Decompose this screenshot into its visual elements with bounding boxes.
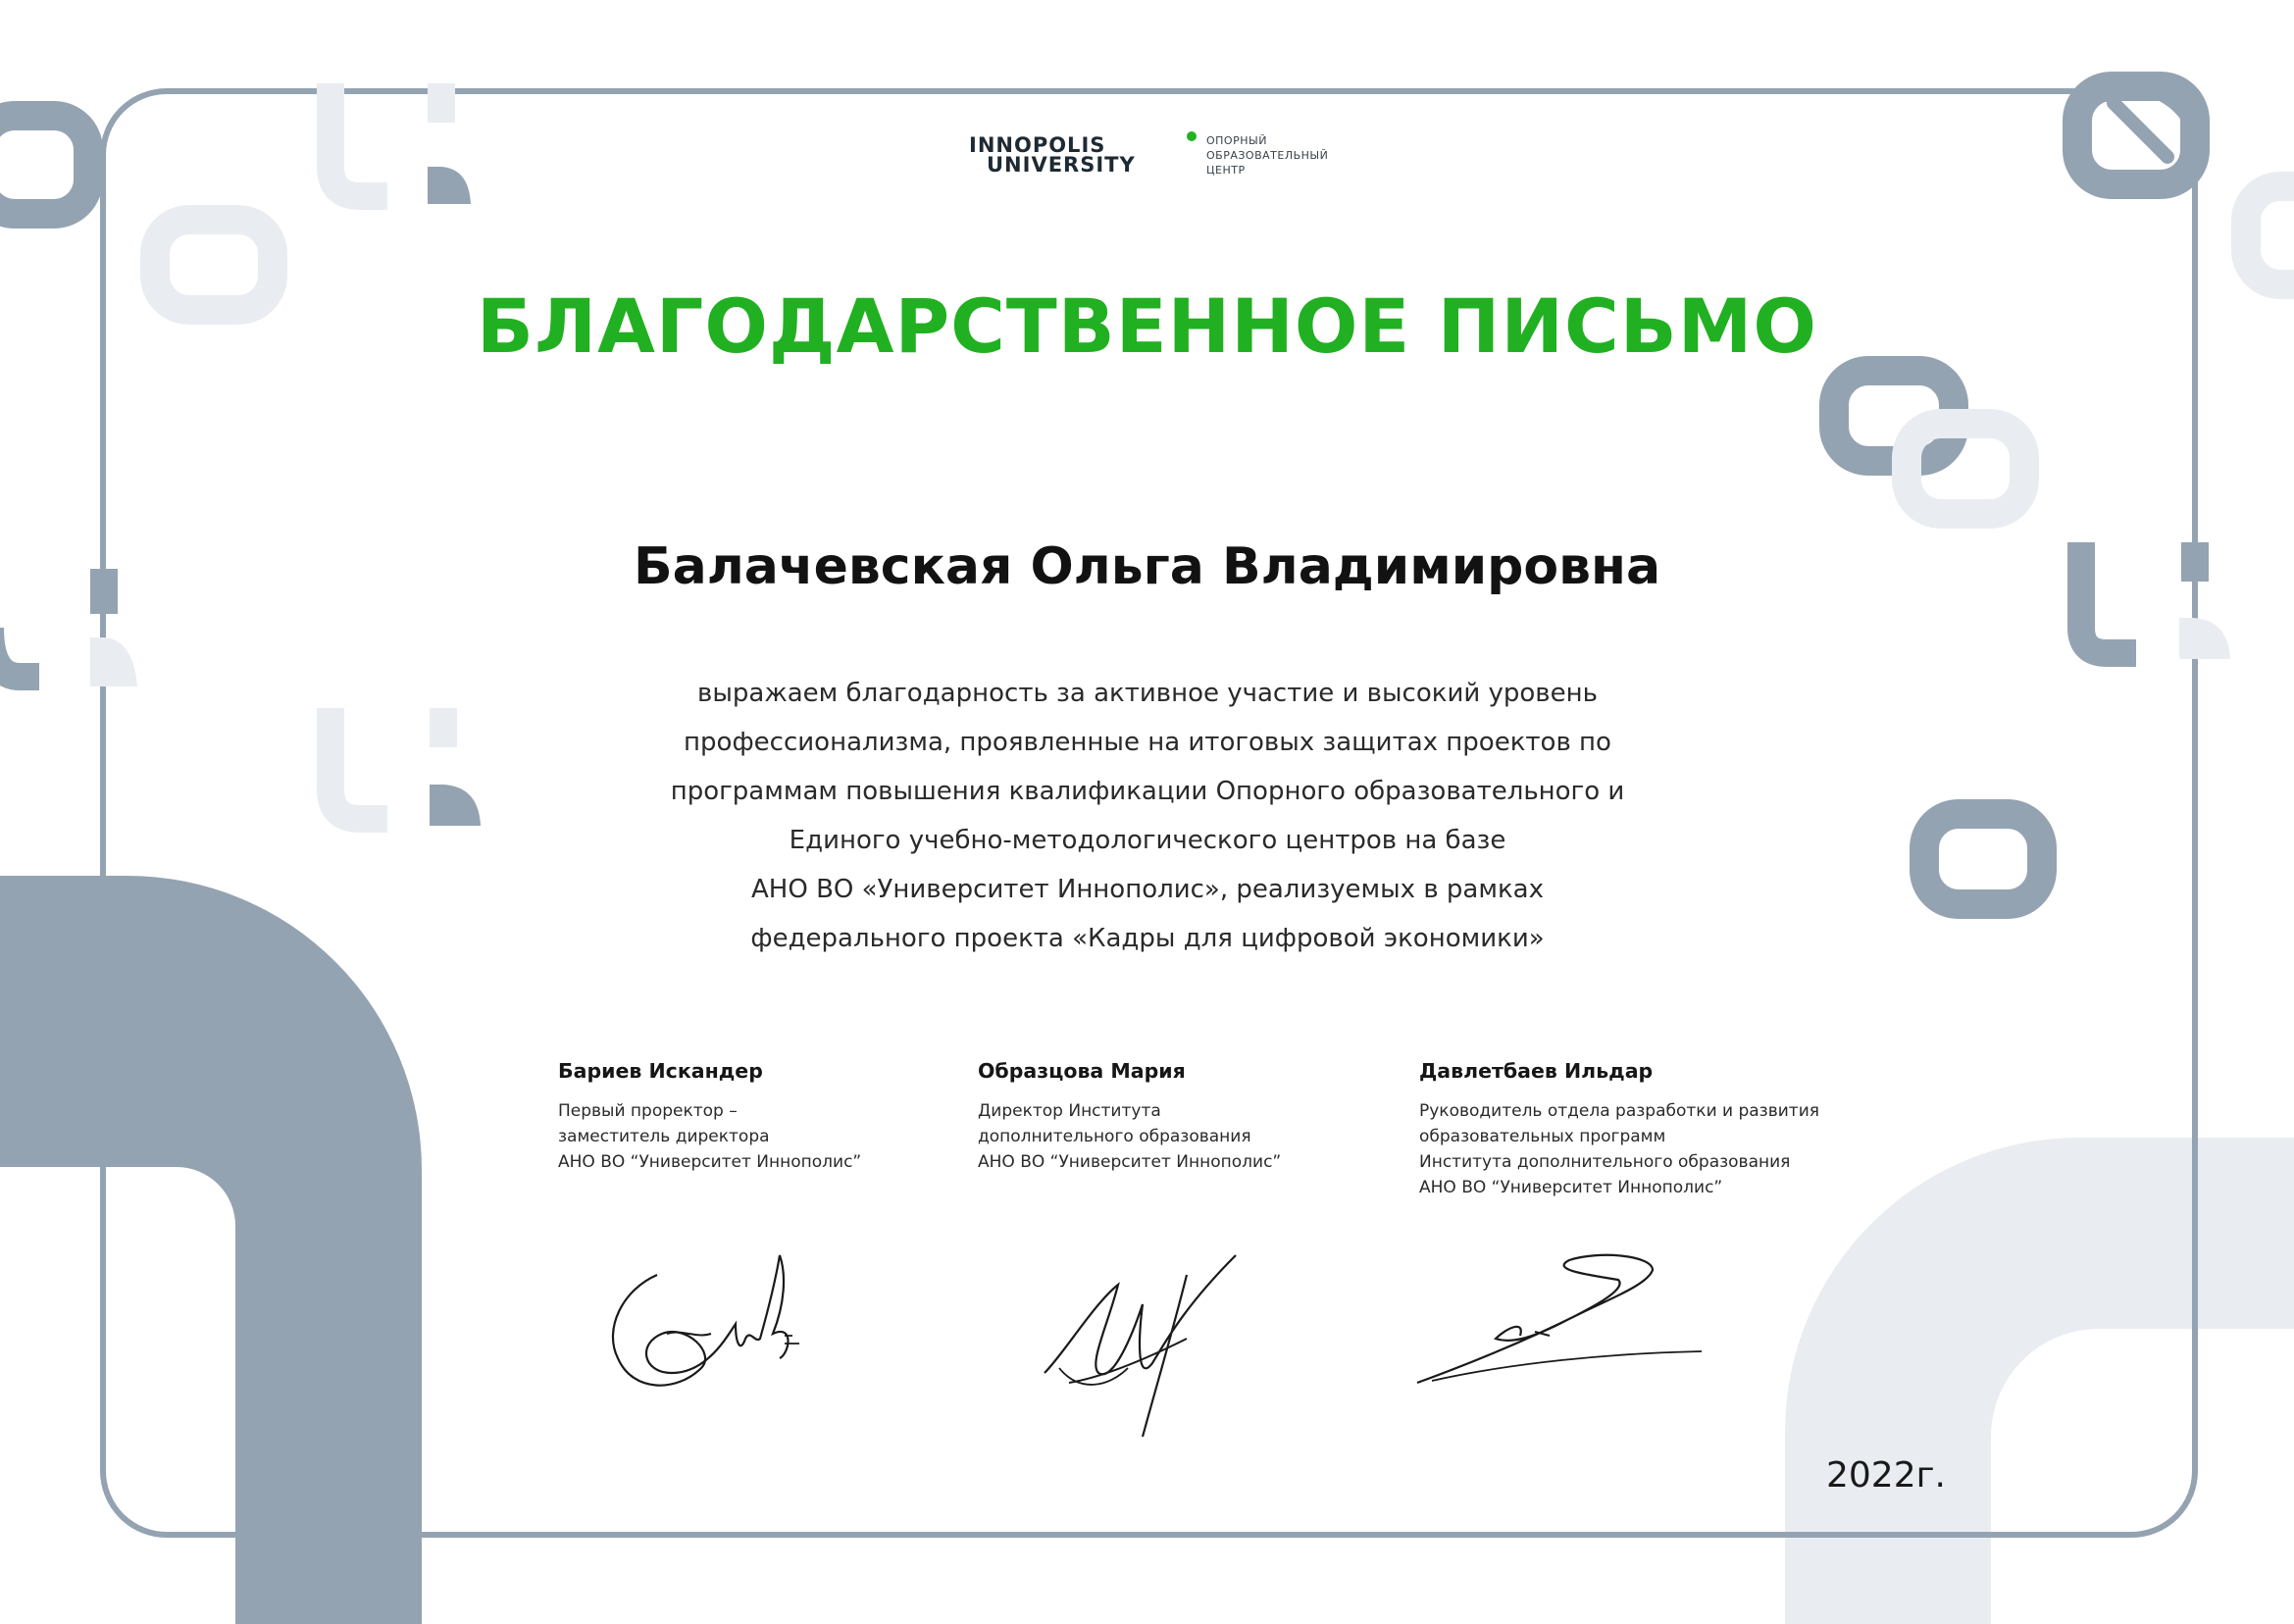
body-line: профессионализма, проявленные на итоговых защитах проектов по [684, 728, 1611, 757]
rounded-square-shape [1924, 814, 2042, 904]
l-glyph-shape [331, 83, 387, 196]
logo-dot-icon [1187, 131, 1197, 141]
signer-position-line: Института дополнительного образования [1419, 1152, 1791, 1172]
light-arc-shape [1785, 1138, 2294, 1624]
body-line: Единого учебно-методологического центров на базе [789, 826, 1506, 855]
leaf-line-shape [2114, 103, 2167, 157]
l-glyph-shape [0, 628, 39, 677]
gray-arc-shape [0, 876, 422, 1624]
colon-glyph-shape [428, 83, 455, 123]
logo-subtitle [1206, 133, 1328, 178]
signer-position-line: Руководитель отдела разработки и развития [1419, 1101, 1819, 1121]
signer-block [558, 1059, 861, 1175]
colon-arc-shape [2179, 618, 2230, 659]
colon-glyph-shape [430, 708, 457, 747]
signer-position-line: дополнительного образования [978, 1127, 1251, 1146]
logo-sub-line: ЦЕНТР [1206, 164, 1246, 177]
year-label: 2022г. [1826, 1455, 1946, 1496]
logo-wordmark [969, 135, 1136, 175]
signer-position-line: Первый проректор – [558, 1101, 738, 1121]
logo-sub-line: ОПОРНЫЙ [1206, 134, 1267, 147]
logo-sub-line: ОБРАЗОВАТЕЛЬНЫЙ [1206, 149, 1329, 162]
l-glyph-shape [331, 708, 387, 819]
signer-position-line: заместитель директора [558, 1127, 770, 1146]
signature-image [1040, 1245, 1255, 1442]
signature-image [598, 1245, 804, 1402]
body-text [510, 669, 1785, 963]
colon-arc-shape [428, 167, 471, 204]
signer-position-line: образовательных программ [1419, 1127, 1666, 1146]
rounded-square-shape [2246, 186, 2294, 284]
recipient-name: Балачевская Ольга Владимировна [633, 537, 1661, 596]
body-line: выражаем благодарность за активное участие и высокий уровень [697, 679, 1598, 708]
signer-position-line: АНО ВО “Университет Иннополис” [978, 1152, 1282, 1172]
innopolis-logo [969, 126, 1332, 184]
colon-arc-shape [430, 785, 481, 826]
rounded-square-shape [0, 116, 88, 214]
body-line: федерального проекта «Кадры для цифровой экономики» [750, 924, 1545, 953]
signer-position-line: АНО ВО “Университет Иннополис” [1419, 1178, 1723, 1197]
colon-arc-shape [90, 637, 137, 686]
signer-block [1419, 1059, 1819, 1200]
certificate-title: БЛАГОДАРСТВЕННОЕ ПИСЬМО [477, 282, 1817, 370]
signer-position-line: АНО ВО “Университет Иннополис” [558, 1152, 862, 1172]
logo-line-1: INNOPOLIS [969, 133, 1106, 157]
signer-position-line: Директор Института [978, 1101, 1161, 1121]
logo-line-2: UNIVERSITY [987, 153, 1136, 177]
signature-image [1412, 1245, 1707, 1393]
rounded-square-shape [2077, 86, 2195, 184]
signer-name: Давлетбаев Ильдар [1419, 1059, 1654, 1083]
body-line: программам повышения квалификации Опорного образовательного и [670, 777, 1625, 806]
body-line: АНО ВО «Университет Иннополис», реализуемых в рамках [751, 875, 1544, 904]
signer-name: Бариев Искандер [558, 1059, 763, 1083]
signer-name: Образцова Мария [978, 1059, 1186, 1083]
signer-block [978, 1059, 1281, 1175]
